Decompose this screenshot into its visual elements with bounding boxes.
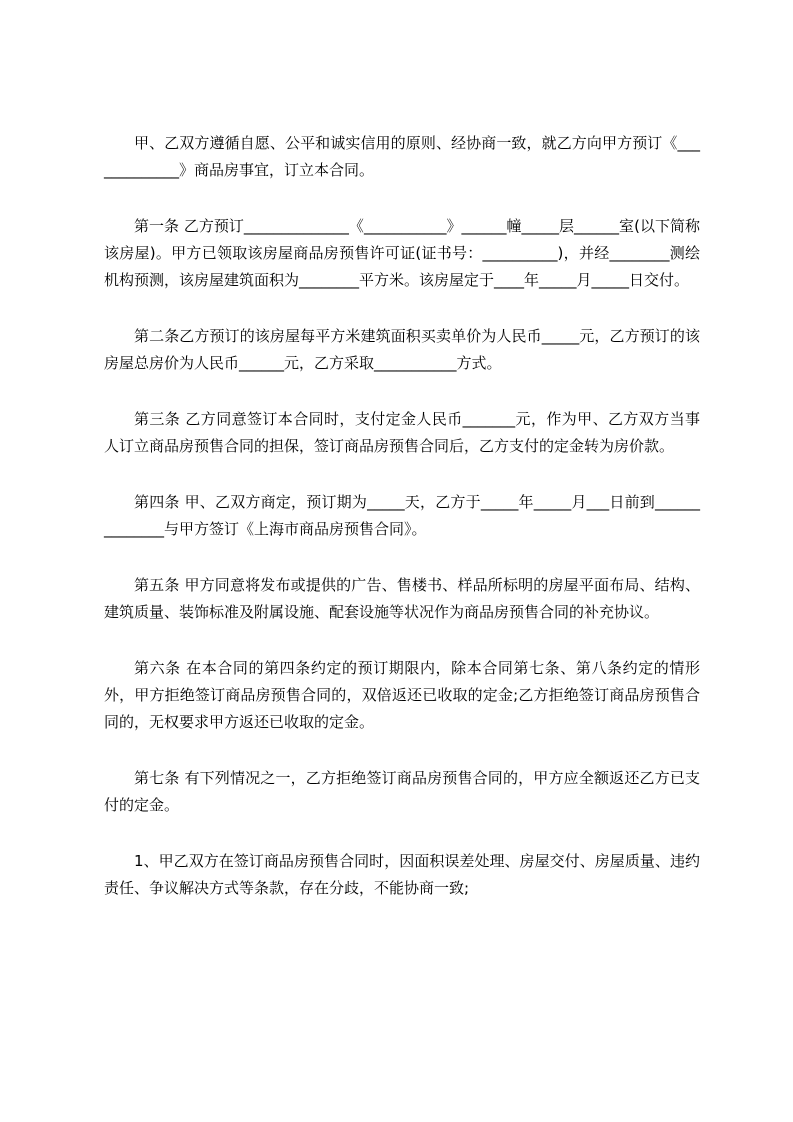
paragraph-article-2: 第二条乙方预订的该房屋每平方米建筑面积买卖单价为人民币_____元，乙方预订的该房屋总房价为人民币______元，乙方采取___________方式。	[104, 327, 700, 372]
paragraph-article-7-item-1: 1、甲乙双方在签订商品房预售合同时，因面积误差处理、房屋交付、房屋质量、违约责任、争议解决方式等条款，存在分歧，不能协商一致;	[104, 852, 700, 897]
paragraph-preamble: 甲、乙双方遵循自愿、公平和诚实信用的原则、经协商一致，就乙方向甲方预订《_____________》商品房事宜，订立本合同。	[104, 134, 700, 179]
paragraph-article-1: 第一条 乙方预订______________《___________》______幢_____层______室(以下简称该房屋)。甲方已领取该房屋商品房预售许可证(证书号：__________)，并经________测绘机构预测，该房屋建筑面积为________平方米。该房屋定于____年_____月_____日交付。	[104, 217, 700, 289]
paragraph-article-5: 第五条 甲方同意将发布或提供的广告、售楼书、样品所标明的房屋平面布局、结构、建筑质量、装饰标准及附属设施、配套设施等状况作为商品房预售合同的补充协议。	[104, 576, 700, 621]
paragraph-article-7: 第七条 有下列情况之一，乙方拒绝签订商品房预售合同的，甲方应全额返还乙方已支付的定金。	[104, 769, 700, 814]
paragraph-article-4: 第四条 甲、乙双方商定，预订期为_____天，乙方于_____年_____月___日前到______________与甲方签订《上海市商品房预售合同》。	[104, 493, 700, 538]
paragraph-article-6: 第六条 在本合同的第四条约定的预订期限内，除本合同第七条、第八条约定的情形外，甲方拒绝签订商品房预售合同的，双倍返还已收取的定金;乙方拒绝签订商品房预售合同的，无权要求甲方返还已收取的定金。	[104, 659, 700, 731]
paragraph-article-3: 第三条 乙方同意签订本合同时，支付定金人民币_______元，作为甲、乙方双方当事人订立商品房预售合同的担保，签订商品房预售合同后，乙方支付的定金转为房价款。	[104, 410, 700, 455]
contract-body	[104, 130, 700, 902]
